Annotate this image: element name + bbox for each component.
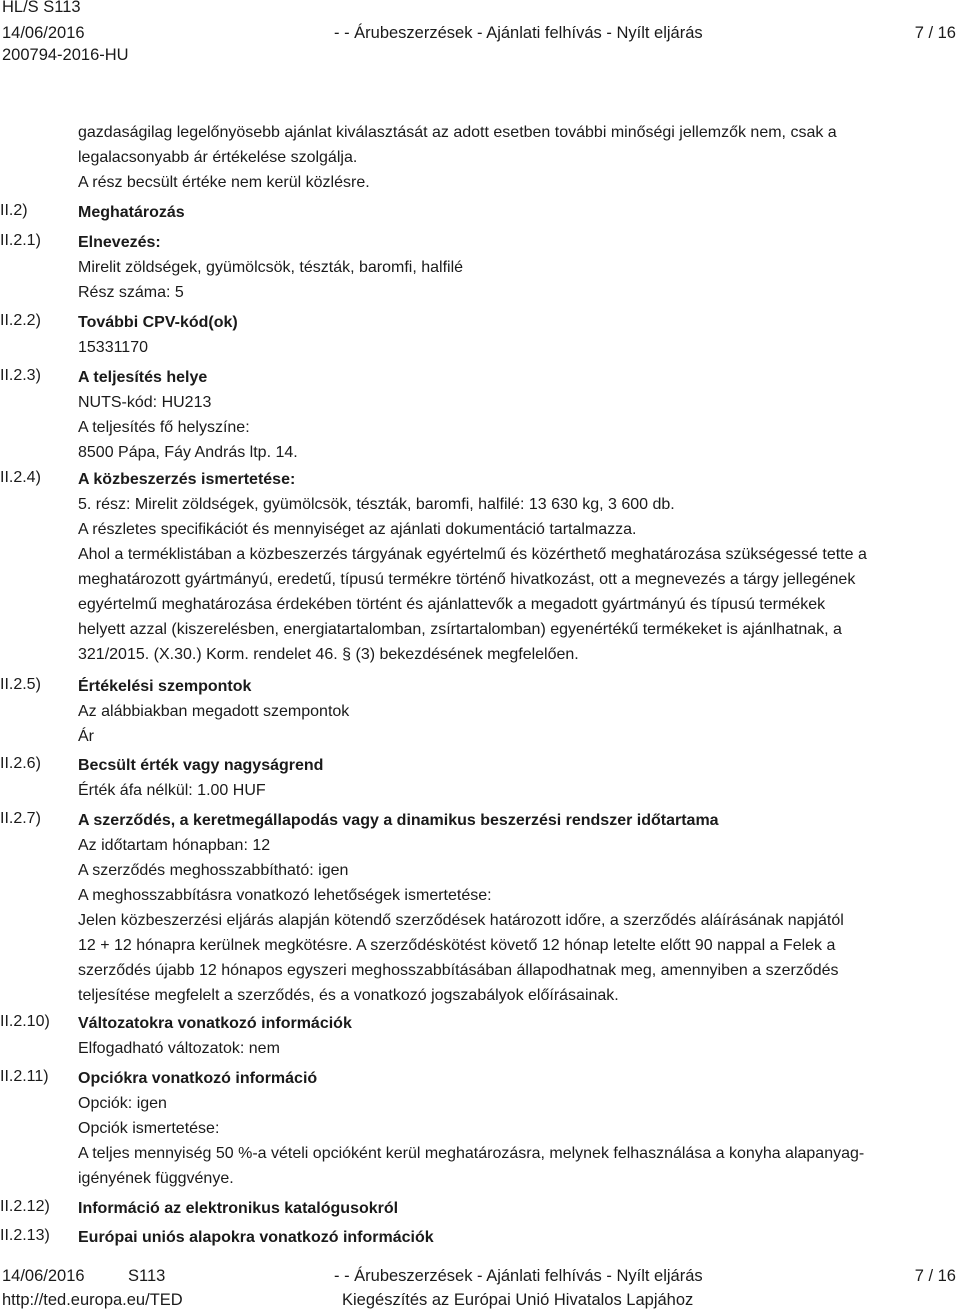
page-header xyxy=(0,0,960,62)
section-number: II.2.6) xyxy=(0,755,41,772)
section-value: Becsült érték vagy nagyságrend Érték áfa nélkül: 1.00 HUF xyxy=(78,753,952,803)
doc-id: HL/S S113 xyxy=(2,0,81,16)
lot-number: Rész száma: 5 xyxy=(78,284,184,301)
section-elnevezes xyxy=(78,230,952,305)
footer-date: 14/06/2016 xyxy=(2,1267,85,1285)
section-title: Információ az elektronikus katalógusokról xyxy=(78,1200,399,1217)
section-meghatarozas xyxy=(78,200,952,225)
footer-series: S113 xyxy=(128,1267,166,1285)
section-place: A teljesítés helye NUTS-kód: HU213 A teljesítés fő helyszíne: 8500 Pápa, Fáy András ltp. 14. xyxy=(78,365,952,465)
footer-url[interactable]: http://ted.europa.eu/TED xyxy=(2,1291,183,1309)
section-title: Európai uniós alapokra vonatkozó információk xyxy=(78,1229,434,1246)
section-title: Opciókra vonatkozó információ xyxy=(78,1070,318,1087)
section-number: II.2.13) xyxy=(0,1227,50,1244)
section-number: II.2.5) xyxy=(0,676,41,693)
section-title: Elnevezés: xyxy=(78,234,161,251)
footer-title: - - Árubeszerzések - Ajánlati felhívás - Nyílt eljárás xyxy=(334,1267,703,1285)
section-catalogues xyxy=(78,1196,952,1221)
section-cpv xyxy=(78,310,952,360)
lot-name: Mirelit zöldségek, gyümölcsök, tészták, baromfi, halfilé xyxy=(78,259,464,276)
section-number: II.2.3) xyxy=(0,367,41,384)
section-title: További CPV-kód(ok) xyxy=(78,314,238,331)
section-number: II.2.4) xyxy=(0,469,41,486)
section-number: II.2.2) xyxy=(0,312,41,329)
section-variants: Változatokra vonatkozó információk Elfogadható változatok: nem xyxy=(78,1011,952,1061)
section-number: II.2) xyxy=(0,202,28,219)
section-options: Opciókra vonatkozó információ Opciók: igen Opciók ismertetése: A teljes mennyiség 50 %-a vételi opcióként kerül meghatározásra, melynek felhasználása a konyha alapanyag- igényének függvénye. xyxy=(78,1066,952,1191)
address: 8500 Pápa, Fáy András ltp. 14. xyxy=(78,444,298,461)
section-title: A teljesítés helye xyxy=(78,369,208,386)
header-date: 14/06/2016 xyxy=(2,24,85,42)
header-ref: 200794-2016-HU xyxy=(2,46,129,64)
section-criteria: Értékelési szempontok Az alábbiakban megadott szempontok Ár xyxy=(78,674,952,749)
header-page: 7 / 16 xyxy=(914,24,956,42)
section-number: II.2.12) xyxy=(0,1198,50,1215)
section-description: A közbeszerzés ismertetése: 5. rész: Mirelit zöldségek, gyümölcsök, tészták, baromfi, halfilé: 13 630 kg, 3 600 db. A részletes specifikációt és mennyiséget az ajánlati dokumentáció tartalmazza. Ahol a terméklistában a közbeszerzés tárgyának egyértelmű és közérthető meghatározása szükségessé tette a meghatározott gyártmányú, eredetű, típusú termékre történő hivatkozást, ott a megnevezés a tárgy jellegének egyértelmű meghatározása érdekében történt és ajánlattevők a megadott gyártmányú és típusú termékek helyett azzal (kiszerelésben, energiatartalomban, zsírtartalomban) egyenértékű termékeket is ajánlhatnak, a 321/2015. (X.30.) Korm. rendelet 46. § (3) bekezdésének megfelelően. xyxy=(78,467,952,667)
footer-supplement: Kiegészítés az Európai Unió Hivatalos Lapjához xyxy=(342,1291,694,1309)
intro-text: gazdaságilag legelőnyösebb ajánlat kiválasztását az adott esetben további minőségi jellemzők nem, csak a legalacsonyabb ár értékelése szolgálja. A rész becsült értéke nem kerül közlésre. xyxy=(78,124,837,191)
section-number: II.2.7) xyxy=(0,810,41,827)
section-number: II.2.1) xyxy=(0,232,41,249)
section-number: II.2.11) xyxy=(0,1068,49,1085)
section-title: Becsült érték vagy nagyságrend xyxy=(78,757,324,774)
page-footer xyxy=(0,1264,960,1311)
section-title: A közbeszerzés ismertetése: xyxy=(78,471,296,488)
section-title: Változatokra vonatkozó információk xyxy=(78,1015,352,1032)
section-eu-funds xyxy=(78,1225,952,1250)
nuts-code: NUTS-kód: HU213 xyxy=(78,394,212,411)
cpv-code: 15331170 xyxy=(78,339,148,356)
section-title: Meghatározás xyxy=(78,204,185,221)
header-title: - - Árubeszerzések - Ajánlati felhívás - Nyílt eljárás xyxy=(334,24,703,42)
section-title: A szerződés, a keretmegállapodás vagy a dinamikus beszerzési rendszer időtartama xyxy=(78,812,719,829)
footer-page: 7 / 16 xyxy=(914,1267,956,1285)
section-title: Értékelési szempontok xyxy=(78,678,252,695)
section-number: II.2.10) xyxy=(0,1013,50,1030)
section-duration: A szerződés, a keretmegállapodás vagy a dinamikus beszerzési rendszer időtartama Az időtartam hónapban: 12 A szerződés meghosszabbítható: igen A meghosszabbításra vonatkozó lehetőségek ismertetése: Jelen közbeszerzési eljárás alapján kötendő szerződések határozott időre, a szerződés aláírásának napjától 12 + 12 hónapra kerülnek megkötésre. A szerződéskötést követő 12 hónap letelte előtt 90 nappal a Felek a szerződés újabb 12 hónapos egyszeri meghosszabbításában állapodhatnak meg, amennyiben a szerződés teljesítése megfelelt a szerződés, és a vonatkozó jogszabályok előírásainak. xyxy=(78,808,952,1008)
